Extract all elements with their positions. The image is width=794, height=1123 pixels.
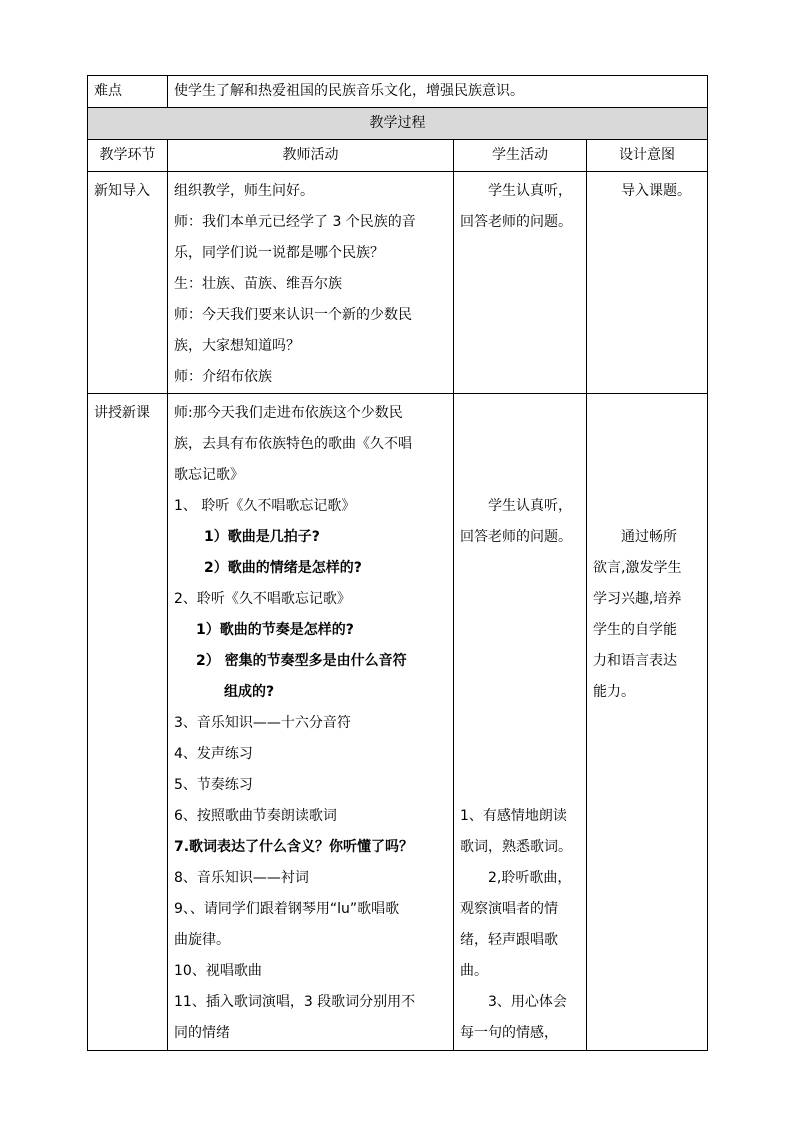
lecture-student-line: 回答老师的问题。 [460,529,572,545]
lecture-row [88,394,708,1051]
lecture-student-line: 绪，轻声跟唱歌 [460,932,558,948]
intro-teacher-line: 师：介绍布依族 [174,369,272,385]
intro-teacher-line: 师：今天我们要来认识一个新的少数民 [174,307,412,323]
intro-teacher-line: 生：壮族、苗族、维吾尔族 [174,276,342,292]
lecture-student-line: 3、用心体会 [488,994,567,1010]
lecture-student-line: 2,聆听歌曲， [488,870,572,886]
lecture-teacher-line: 2）歌曲的情绪是怎样的? [204,560,362,576]
lecture-teacher-line: 曲旋律。 [174,932,230,948]
section-title-row [88,108,708,140]
lecture-student-spacer [460,398,582,491]
lecture-design-line: 力和语言表达 [593,653,677,669]
lesson-plan-table [87,75,708,1051]
header-student: 学生活动 [454,140,587,172]
lecture-teacher-line: 9、、请同学们跟着钢琴用“lu”歌唱歌 [174,901,400,917]
intro-student-line: 回答老师的问题。 [460,214,572,230]
lecture-student-line: 曲。 [460,963,488,979]
lecture-teacher-line: 族，去具有布依族特色的歌曲《久不唱 [174,436,412,452]
lecture-design [587,394,708,1051]
difficulty-text: 使学生了解和热爱祖国的民族音乐文化，增强民族意识。 [168,76,708,108]
intro-teacher-line: 师：我们本单元已经学了 3 个民族的音 [174,214,416,230]
lecture-teacher-line: 11、插入歌词演唱，3 段歌词分别用不 [174,994,416,1010]
lecture-student [454,394,587,1051]
lecture-design-line: 欲言,激发学生 [593,560,682,576]
lecture-student-line: 观察演唱者的情 [460,901,558,917]
intro-stage: 新知导入 [88,172,168,394]
header-stage: 教学环节 [88,140,168,172]
lecture-design-line: 学生的自学能 [593,622,677,638]
intro-student [454,172,587,394]
intro-student-line: 学生认真听， [488,183,572,199]
lecture-design-line: 能力。 [593,684,635,700]
lecture-teacher [168,394,454,1051]
lecture-teacher-line: 3、音乐知识——十六分音符 [174,715,351,731]
lecture-student-line: 1、有感情地朗读 [460,808,567,824]
intro-design [587,172,708,394]
lecture-stage: 讲授新课 [88,394,168,1051]
lecture-teacher-line: 师:那今天我们走进布依族这个少数民 [174,405,403,421]
lecture-student-line: 每一句的情感， [460,1025,558,1041]
header-teacher: 教师活动 [168,140,454,172]
lecture-teacher-line: 8、音乐知识——衬词 [174,870,309,886]
intro-row [88,172,708,394]
lecture-teacher-line: 歌忘记歌》 [174,467,244,483]
lecture-design-spacer [593,398,703,522]
lecture-teacher-line: 组成的? [224,684,275,700]
lecture-teacher-line: 6、按照歌曲节奏朗读歌词 [174,808,337,824]
difficulty-row [88,76,708,108]
lecture-teacher-line: 1）歌曲是几拍子? [204,529,320,545]
lecture-student-line: 歌词，熟悉歌词。 [460,839,572,855]
lecture-teacher-line: 同的情绪 [174,1025,230,1041]
header-design: 设计意图 [587,140,708,172]
lecture-teacher-line: 1、 聆听《久不唱歌忘记歌》 [174,498,356,514]
intro-teacher-line: 族，大家想知道吗？ [174,338,300,354]
difficulty-label: 难点 [88,76,168,108]
intro-teacher-line: 乐，同学们说一说都是哪个民族？ [174,245,384,261]
intro-design-text: 导入课题。 [621,183,691,199]
lecture-teacher-line: 2、聆听《久不唱歌忘记歌》 [174,591,351,607]
lecture-teacher-line: 10、视唱歌曲 [174,963,262,979]
lecture-teacher-line: 5、节奏练习 [174,777,253,793]
lecture-student-spacer [460,553,582,801]
lecture-design-line: 学习兴趣,培养 [593,591,682,607]
intro-teacher [168,172,454,394]
lecture-design-line: 通过畅所 [621,529,677,545]
intro-teacher-line: 组织教学，师生问好。 [174,183,314,199]
lecture-teacher-line: 7.歌词表达了什么含义？你听懂了吗？ [174,839,414,855]
section-title: 教学过程 [88,108,708,140]
header-row [88,140,708,172]
lecture-student-line: 学生认真听， [488,498,572,514]
lecture-teacher-line: 2） 密集的节奏型多是由什么音符 [196,653,407,669]
lecture-teacher-line: 4、发声练习 [174,746,253,762]
lecture-teacher-line: 1）歌曲的节奏是怎样的? [196,622,354,638]
